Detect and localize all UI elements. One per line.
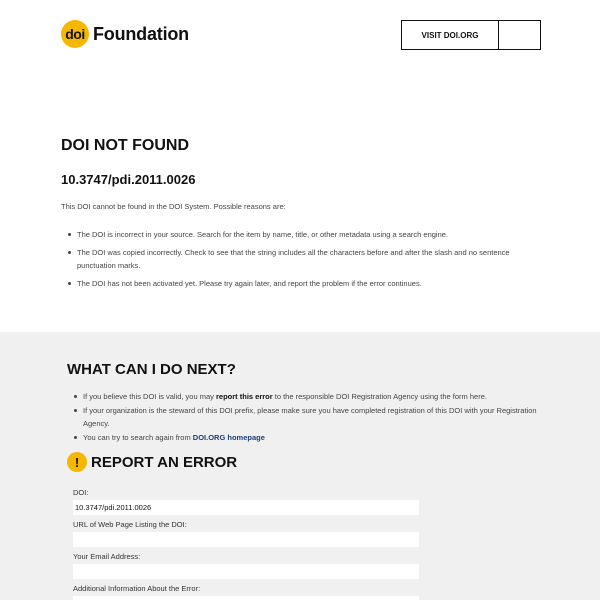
doi-field[interactable] [73, 500, 419, 515]
item-text: If you believe this DOI is valid, you may [83, 392, 216, 401]
doi-org-homepage-link[interactable]: DOI.ORG homepage [192, 433, 265, 442]
report-error-heading [67, 452, 237, 472]
doi-label: DOI: [73, 488, 89, 497]
list-item: If your organization is the steward of this DOI prefix, please make sure you have completed registration of this DOI with your Registration Agency. [67, 404, 537, 430]
list-item [67, 390, 537, 403]
list-item: The DOI is incorrect in your source. Search for the item by name, title, or other metadata using a search engine. [61, 228, 541, 241]
report-error-title: REPORT AN ERROR [91, 453, 238, 471]
doi-foundation-logo[interactable] [61, 20, 189, 48]
list-item: The DOI has not been activated yet. Please try again later, and report the problem if the error continues. [61, 277, 541, 290]
page-title: DOI NOT FOUND [61, 137, 189, 154]
site-header [0, 0, 600, 72]
list-item: The DOI was copied incorrectly. Check to see that the string includes all the characters before and after the slash and no sentence punctuation marks. [61, 246, 541, 272]
item-text: to the responsible DOI Registration Agency using the form here. [272, 392, 487, 401]
doi-heading: 10.3747/pdi.2011.0026 [61, 172, 196, 187]
next-steps-list [67, 390, 537, 445]
visit-doi-org-button[interactable]: VISIT DOI.ORG [402, 21, 499, 49]
email-field[interactable] [73, 564, 419, 579]
next-steps-section [0, 332, 600, 600]
item-text: You can try to search again from [83, 433, 193, 442]
email-label: Your Email Address: [73, 552, 141, 561]
intro-text: This DOI cannot be found in the DOI System. Possible reasons are: [61, 202, 286, 211]
additional-info-field[interactable] [73, 596, 419, 600]
logo-text: Foundation [93, 23, 189, 44]
menu-button[interactable] [499, 21, 540, 49]
next-steps-title: WHAT CAN I DO NEXT? [67, 361, 236, 378]
warning-icon: ! [67, 452, 87, 472]
header-actions [401, 20, 541, 50]
report-this-error-text: report this error [215, 392, 273, 401]
reasons-list [61, 228, 541, 295]
additional-info-label: Additional Information About the Error: [73, 584, 201, 593]
list-item [67, 431, 537, 444]
url-field[interactable] [73, 532, 419, 547]
report-error-form [73, 487, 419, 600]
url-label: URL of Web Page Listing the DOI: [73, 520, 187, 529]
doi-logo-mark: doi [61, 20, 89, 48]
